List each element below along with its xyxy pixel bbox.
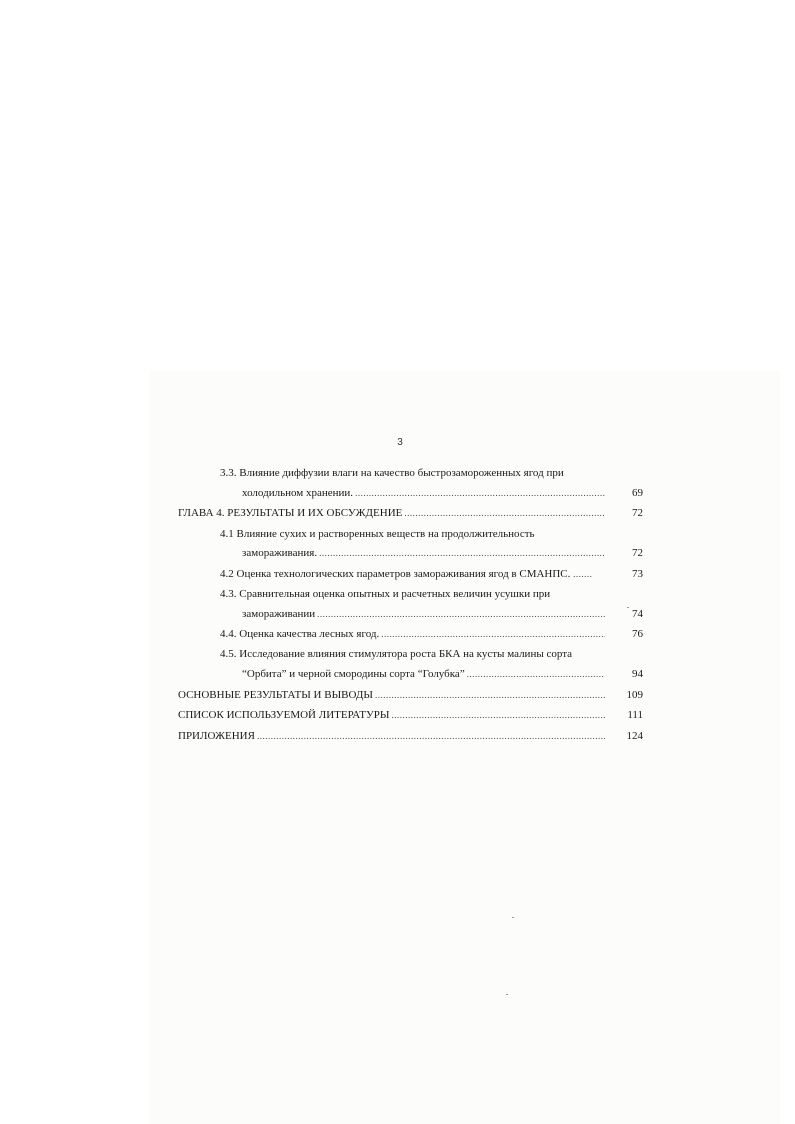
toc-page-number: 124 xyxy=(626,730,643,742)
toc-entry-chapter-4[interactable] xyxy=(178,506,608,520)
toc-entry-4-3-title-line: 4.3. Сравнительная оценка опытных и расчетных величин усушки при xyxy=(220,588,551,600)
toc-entry-references[interactable] xyxy=(178,708,608,722)
leader-dots xyxy=(319,546,605,560)
toc-entry-3-3-title-line: 3.3. Влияние диффузии влаги на качество быстрозамороженных ягод при xyxy=(220,467,564,479)
scan-speck xyxy=(512,917,514,918)
leader-dots xyxy=(404,506,605,520)
leader-dots xyxy=(375,688,605,702)
toc-entry-4-5[interactable] xyxy=(242,667,608,681)
toc-entry-text: “Орбита” и черной смородины сорта “Голубка” xyxy=(242,668,465,680)
toc-page-number: 73 xyxy=(632,568,643,580)
toc-page-number: 111 xyxy=(627,709,643,721)
leader-dots: ....... xyxy=(570,569,593,579)
toc-entry-4-4[interactable] xyxy=(220,627,608,641)
leader-dots xyxy=(391,708,605,722)
toc-entry-text: холодильном хранении. xyxy=(242,487,354,499)
toc-entry-4-2[interactable] xyxy=(220,567,592,581)
toc-page-number: 72 xyxy=(632,507,643,519)
toc-entry-appendices[interactable] xyxy=(178,729,608,743)
scan-speck xyxy=(506,994,508,995)
leader-dots xyxy=(317,607,605,621)
toc-entry-4-1[interactable] xyxy=(242,546,608,560)
toc-entry-text: ОСНОВНЫЕ РЕЗУЛЬТАТЫ И ВЫВОДЫ xyxy=(178,689,374,701)
leader-dots xyxy=(257,729,605,743)
scan-speck xyxy=(627,607,629,608)
toc-entry-4-1-title-line: 4.1 Влияние сухих и растворенных веществ на продолжительность xyxy=(220,528,535,540)
toc-entry-text: замораживании xyxy=(242,608,316,620)
toc-entry-4-5-title-line: 4.5. Исследование влияния стимулятора роста БКА на кусты малины сорта xyxy=(220,648,573,660)
toc-page-number: 74 xyxy=(632,608,643,620)
toc-entry-main-results[interactable] xyxy=(178,688,608,702)
toc-entry-text: 4.4. Оценка качества лесных ягод. xyxy=(220,628,380,640)
toc-entry-3-3[interactable] xyxy=(242,486,608,500)
leader-dots xyxy=(381,627,605,641)
toc-entry-text: 4.2 Оценка технологических параметров замораживания ягод в СМАНПС. xyxy=(220,568,571,580)
toc-entry-text: СПИСОК ИСПОЛЬЗУЕМОЙ ЛИТЕРАТУРЫ xyxy=(178,709,390,721)
page-number: 3 xyxy=(397,437,403,448)
toc-entry-text: ПРИЛОЖЕНИЯ xyxy=(178,730,255,742)
toc-page-number: 69 xyxy=(632,487,643,499)
toc-entry-4-3[interactable] xyxy=(242,607,608,621)
leader-dots xyxy=(467,667,605,681)
toc-entry-text: ГЛАВА 4. РЕЗУЛЬТАТЫ И ИХ ОБСУЖДЕНИЕ xyxy=(178,507,403,519)
toc-entry-text: замораживания. xyxy=(242,547,318,559)
toc-page-number: 94 xyxy=(632,668,643,680)
toc-page-number: 109 xyxy=(626,689,643,701)
leader-dots xyxy=(355,486,605,500)
toc-page-number: 76 xyxy=(632,628,643,640)
toc-page-number: 72 xyxy=(632,547,643,559)
